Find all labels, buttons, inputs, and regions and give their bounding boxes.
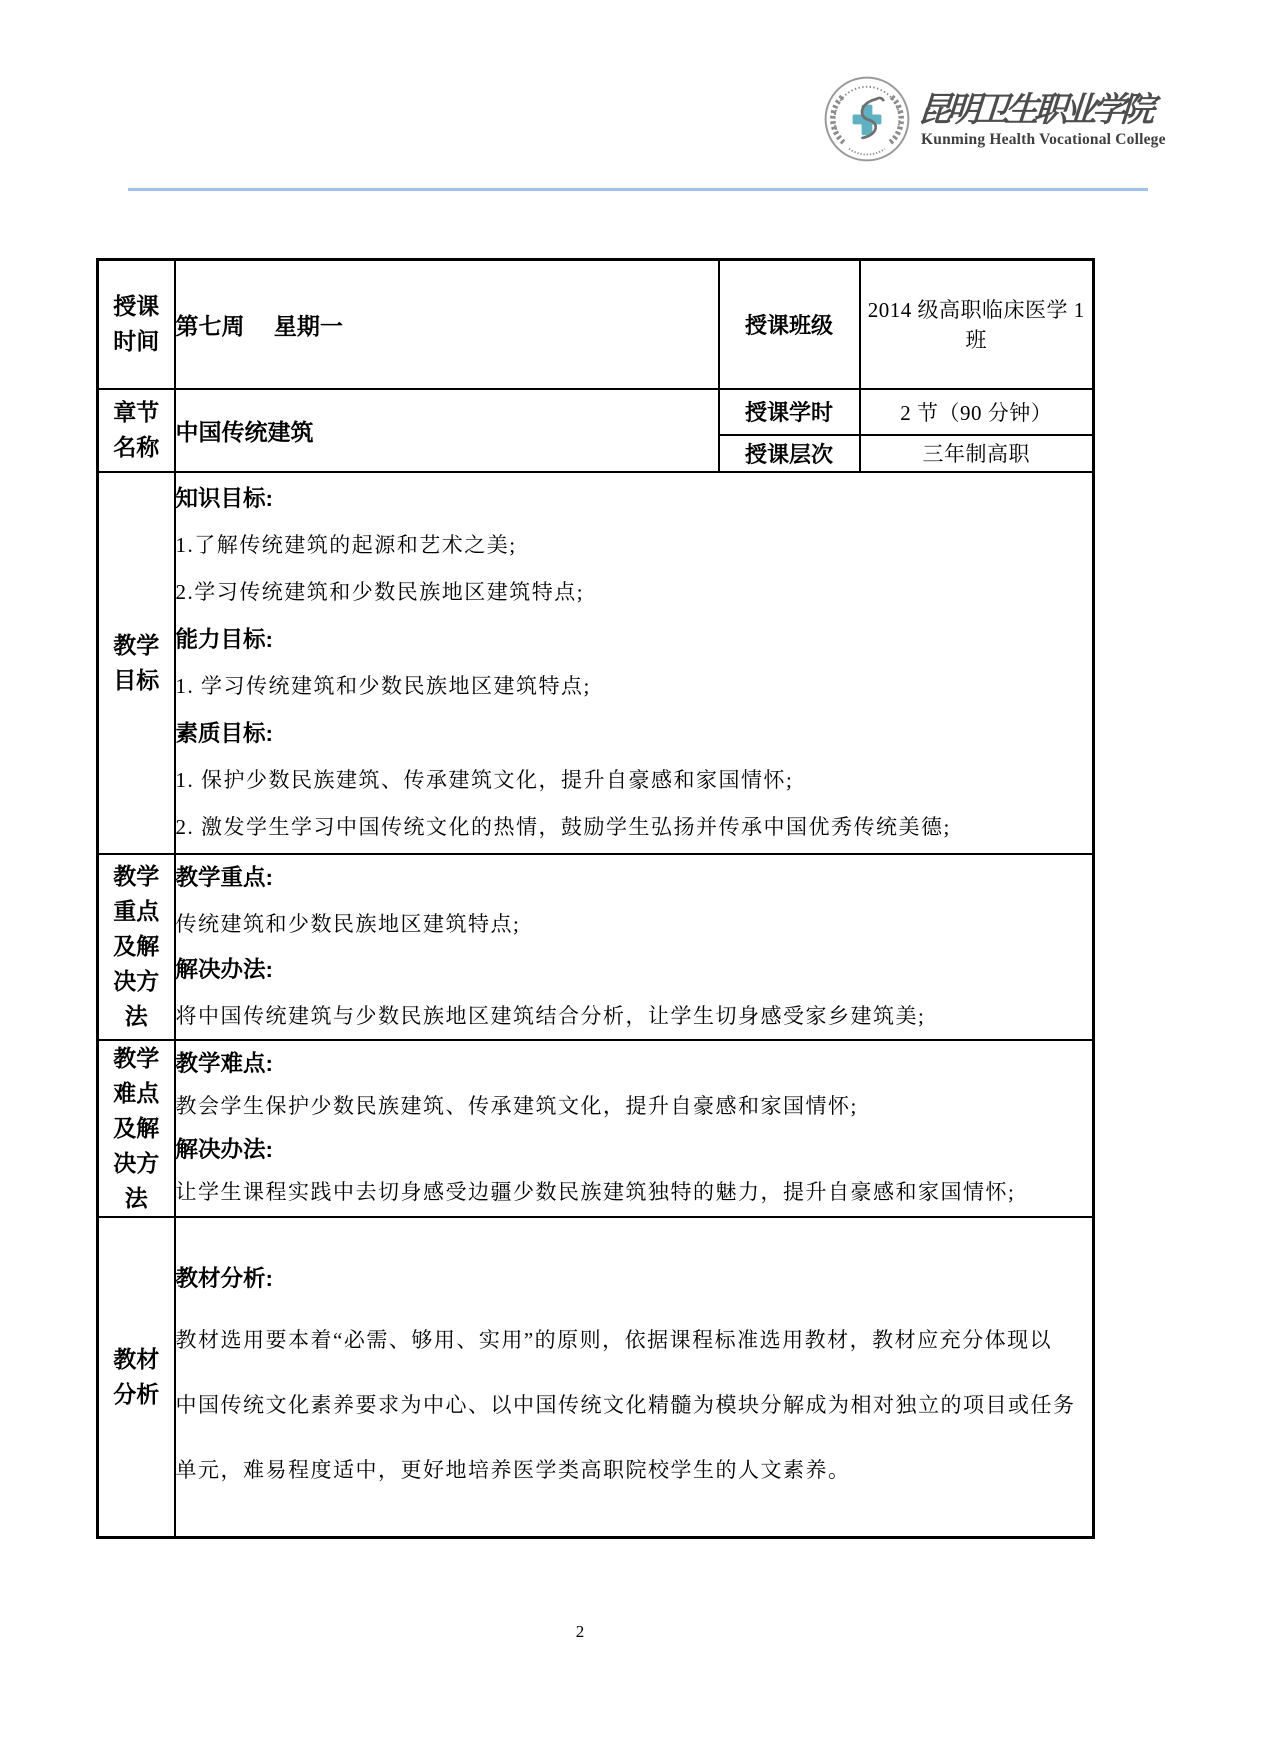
objectives-item: 2.学习传统建筑和少数民族地区建筑特点;	[175, 579, 585, 604]
table-row	[98, 472, 1094, 854]
chapter-label: 章节名称	[113, 399, 160, 460]
objectives-content	[175, 472, 1094, 854]
material-heading: 教材分析:	[175, 1266, 273, 1292]
cell-objectives-label	[98, 472, 175, 854]
cell-chapter-label	[98, 389, 175, 472]
difficulties-content	[175, 1040, 1094, 1217]
class-label: 授课班级	[719, 260, 860, 389]
key-points-heading: 教学重点:	[175, 864, 273, 890]
objectives-item: 1. 保护少数民族建筑、传承建筑文化，提升自豪感和家国情怀;	[175, 767, 794, 792]
difficulties-item: 让学生课程实践中去切身感受边疆少数民族建筑独特的魅力，提升自豪感和家国情怀;	[175, 1180, 1016, 1204]
level-value: 三年制高职	[860, 435, 1094, 472]
table-row	[98, 1040, 1094, 1217]
key-points-item: 将中国传统建筑与少数民族地区建筑结合分析，让学生切身感受家乡建筑美;	[175, 1003, 926, 1028]
material-paragraph-line: 中国传统文化素养要求为中心、以中国传统文化精髓为模块分解成为相对独立的项目或任务	[175, 1393, 1076, 1418]
level-label: 授课层次	[719, 435, 860, 472]
cell-key-points-label	[98, 854, 175, 1040]
page-number: 2	[575, 1622, 585, 1641]
chapter-value: 中国传统建筑	[175, 389, 719, 472]
time-label: 授课时间	[113, 293, 160, 355]
difficulties-item: 教会学生保护少数民族建筑、传承建筑文化，提升自豪感和家国情怀;	[175, 1094, 858, 1118]
table-row	[98, 389, 1094, 435]
objectives-item: 1.了解传统建筑的起源和艺术之美;	[175, 532, 517, 557]
material-label: 教材分析	[113, 1345, 160, 1407]
objectives-item: 2. 激发学生学习中国传统文化的热情，鼓励学生弘扬并传承中国优秀传统美德;	[175, 814, 951, 839]
college-seal-logo	[822, 74, 912, 164]
college-name-zh: 昆明卫生职业学院	[916, 90, 1152, 130]
objectives-heading: 知识目标:	[175, 485, 273, 511]
college-seal-logo-graphic	[822, 74, 912, 164]
material-content	[175, 1217, 1094, 1538]
hours-label: 授课学时	[719, 389, 860, 435]
objectives-item: 1. 学习传统建筑和少数民族地区建筑特点;	[175, 673, 591, 698]
objectives-heading: 素质目标:	[175, 720, 273, 746]
material-paragraph-line: 单元，难易程度适中，更好地培养医学类高职院校学生的人文素养。	[175, 1458, 851, 1483]
cell-difficulties-label	[98, 1040, 175, 1217]
cell-time-label	[98, 260, 175, 389]
difficulties-heading: 解决办法:	[175, 1137, 273, 1162]
header-divider-line	[128, 188, 1148, 191]
difficulties-heading: 教学难点:	[175, 1051, 273, 1076]
cell-material-label	[98, 1217, 175, 1538]
lesson-plan-table	[96, 258, 1095, 1539]
table-row	[98, 1217, 1094, 1538]
key-points-label: 教学重点及解决方法	[113, 863, 160, 1029]
key-points-heading: 解决办法:	[175, 956, 273, 982]
time-value: 第七周 星期一	[175, 260, 719, 389]
college-name-en: Kunming Health Vocational College	[921, 131, 1166, 148]
objectives-heading: 能力目标:	[175, 626, 273, 652]
class-value: 2014 级高职临床医学 1 班	[860, 260, 1094, 389]
key-points-content	[175, 854, 1094, 1040]
key-points-item: 传统建筑和少数民族地区建筑特点;	[175, 911, 521, 936]
table-row	[98, 260, 1094, 389]
table-row	[98, 854, 1094, 1040]
material-paragraph-line: 教材选用要本着“必需、够用、实用”的原则，依据课程标准选用教材，教材应充分体现以	[175, 1328, 1053, 1353]
difficulties-label: 教学难点及解决方法	[113, 1044, 160, 1211]
hours-value: 2 节（90 分钟）	[860, 389, 1094, 435]
objectives-label: 教学目标	[113, 631, 160, 693]
